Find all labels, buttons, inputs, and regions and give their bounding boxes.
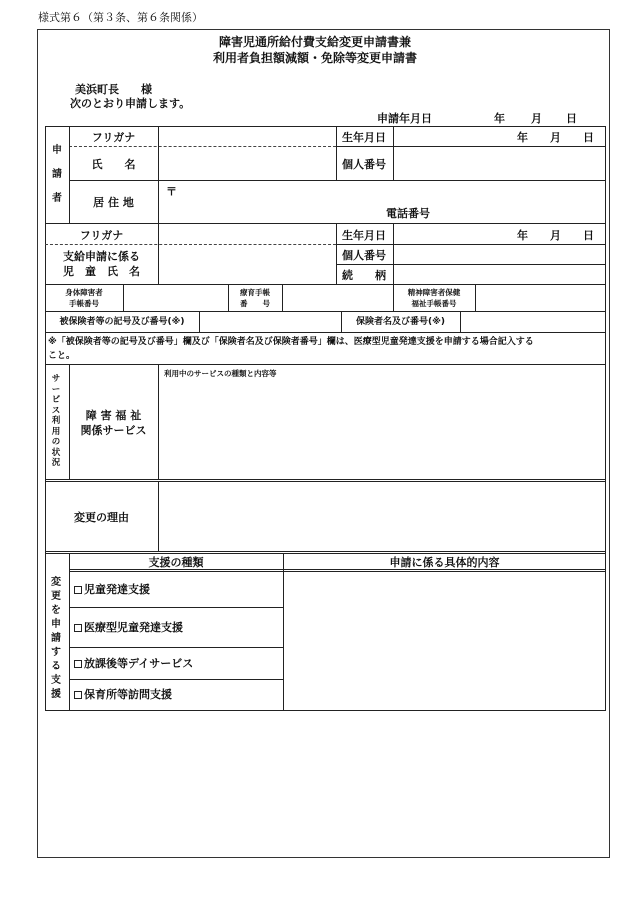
note-line-1: ※「被保険者等の記号及び番号」欄及び「保険者名及び保険者番号」欄は、医療型児童発達支援を申請する場合記入する	[48, 337, 534, 347]
support-option-label: 放課後等デイサービス	[84, 657, 194, 670]
application-year-input[interactable]	[440, 110, 492, 126]
child-birth-column	[336, 223, 337, 284]
application-date-label: 申請年月日	[377, 112, 432, 125]
service-field-column	[158, 364, 159, 480]
applicant-address-input[interactable]	[180, 183, 600, 203]
application-month-input[interactable]	[506, 110, 530, 126]
child-relationship-label: 続 柄	[342, 269, 386, 282]
note-line-2: こと。	[48, 351, 76, 361]
child-name-label-2: 児 童 氏 名	[63, 265, 140, 278]
form-number: 様式第６（第３条、第６条関係）	[38, 11, 203, 24]
child-relationship-input[interactable]	[396, 266, 604, 282]
service-section-bottom-a	[45, 479, 606, 480]
child-field-column	[158, 223, 159, 284]
applicant-phone-input[interactable]	[440, 205, 600, 221]
child-name-label-1: 支給申請に係る	[63, 250, 140, 263]
support-option-medical-child-development[interactable]	[74, 621, 183, 634]
checkbox-icon	[74, 624, 82, 632]
applicant-furigana-input[interactable]	[160, 128, 334, 144]
application-year-unit: 年	[494, 112, 505, 125]
handbook-col-1	[123, 284, 124, 311]
postal-mark: 〒	[166, 185, 177, 198]
insurance-col-3	[460, 311, 461, 332]
change-reason-textarea[interactable]	[162, 485, 602, 548]
physical-handbook-input[interactable]	[125, 287, 226, 309]
child-number-divider	[336, 264, 606, 265]
handbook-row-bottom	[45, 311, 606, 312]
reason-section-bottom-a	[45, 551, 606, 552]
support-option-child-development[interactable]	[74, 583, 150, 596]
applicant-name-label: 氏 名	[91, 158, 136, 171]
child-furigana-label: フリガナ	[79, 229, 124, 242]
change-reason-label: 変更の理由	[74, 511, 129, 524]
note-row-bottom	[45, 364, 606, 365]
support-option-divider-3	[69, 679, 283, 680]
child-birth-label: 生年月日	[342, 229, 386, 242]
support-option-label: 児童発達支援	[84, 583, 150, 596]
physical-handbook-label-2: 手帳番号	[69, 299, 99, 308]
support-option-label: 医療型児童発達支援	[84, 621, 183, 634]
application-day-input[interactable]	[543, 110, 565, 126]
support-header-bottom	[69, 569, 606, 570]
checkbox-icon	[74, 660, 82, 668]
applicant-birth-column	[336, 126, 337, 180]
support-option-nursery-visit-support[interactable]	[74, 688, 172, 701]
applicant-section-label: 申請者	[52, 145, 62, 204]
child-birth-units: 年 月 日	[517, 229, 594, 242]
applicant-field-column	[158, 126, 159, 223]
form-title-line1: 障害児通所給付費支給変更申請書兼	[218, 35, 411, 49]
checkbox-icon	[74, 691, 82, 699]
support-detail-column	[283, 553, 284, 711]
applicant-birth-year-input[interactable]	[396, 128, 514, 144]
service-label-column	[69, 364, 70, 480]
handbook-col-5	[475, 284, 476, 311]
physical-handbook-label-1: 身体障害者	[65, 288, 103, 297]
child-individual-number-input[interactable]	[396, 246, 604, 262]
reason-section-bottom-b	[45, 553, 606, 554]
welfare-service-label-2: 関係サービス	[80, 424, 147, 437]
support-option-label: 保育所等訪問支援	[84, 688, 172, 701]
insurer-label: 保険者名及び番号(※)	[356, 317, 445, 327]
child-birth-value-column	[393, 223, 394, 284]
reason-field-column	[158, 481, 159, 552]
addressee: 美浜町長 様	[75, 83, 152, 96]
applicant-furigana-label: フリガナ	[91, 131, 136, 144]
support-detail-header: 申請に係る具体的内容	[389, 556, 500, 569]
applicant-address-label: 居 住 地	[93, 196, 134, 209]
application-month-unit: 月	[531, 112, 542, 125]
insured-number-input[interactable]	[201, 313, 339, 330]
form-title-line2: 利用者負担額減額・免除等変更申請書	[212, 51, 417, 65]
support-type-header: 支援の種類	[148, 556, 204, 569]
applicant-section-bottom	[45, 223, 606, 224]
applicant-name-input[interactable]	[160, 150, 334, 176]
child-furigana-divider	[45, 244, 336, 245]
ryoiku-handbook-input[interactable]	[284, 287, 391, 309]
child-furigana-input[interactable]	[160, 226, 334, 242]
request-text: 次のとおり申請します。	[70, 97, 191, 110]
mental-handbook-label-2: 福祉手帳番号	[411, 299, 457, 308]
applicant-birth-units: 年 月 日	[517, 131, 594, 144]
insurance-row-bottom	[45, 332, 606, 333]
insurance-col-1	[199, 311, 200, 332]
support-label-column	[69, 553, 70, 711]
checkbox-icon	[74, 586, 82, 594]
ryoiku-handbook-label-1: 療育手帳	[240, 288, 270, 297]
applicant-birth-divider	[336, 146, 606, 147]
child-name-input[interactable]	[160, 248, 334, 282]
applicant-individual-number-label: 個人番号	[342, 158, 386, 171]
support-option-after-school-day-service[interactable]	[74, 657, 193, 670]
ryoiku-handbook-label-2: 番 号	[240, 299, 270, 308]
support-header-bottom-b	[69, 571, 606, 572]
child-birth-divider	[336, 244, 606, 245]
child-section-bottom	[45, 284, 606, 285]
service-content-caption: 利用中のサービスの種類と内容等	[164, 369, 277, 378]
welfare-service-label-1: 障 害 福 祉	[85, 409, 142, 422]
mental-handbook-label-1: 精神障害者保健	[407, 288, 461, 297]
applicant-individual-number-input[interactable]	[396, 150, 604, 176]
child-individual-number-label: 個人番号	[342, 249, 386, 262]
support-option-divider-1	[69, 607, 283, 608]
insured-number-label: 被保険者等の記号及び番号(※)	[59, 317, 185, 327]
applicant-furigana-divider	[69, 146, 336, 147]
applicant-phone-label: 電話番号	[386, 207, 430, 220]
support-option-divider-2	[69, 647, 283, 648]
applicant-birth-label: 生年月日	[342, 131, 386, 144]
child-birth-year-input[interactable]	[396, 226, 514, 242]
service-section-bottom-b	[45, 481, 606, 482]
service-usage-section-label: サービス利用の状況	[51, 374, 61, 468]
mental-handbook-input[interactable]	[477, 287, 604, 309]
applicant-name-divider	[69, 180, 606, 181]
handbook-col-3	[282, 284, 283, 311]
service-content-textarea[interactable]	[162, 381, 602, 475]
application-day-unit: 日	[566, 112, 577, 125]
applicant-birth-value-column	[393, 126, 394, 180]
support-change-section-label: 変更を申請する支援	[51, 577, 61, 700]
insurer-input[interactable]	[462, 313, 604, 330]
support-detail-textarea[interactable]	[287, 575, 602, 707]
